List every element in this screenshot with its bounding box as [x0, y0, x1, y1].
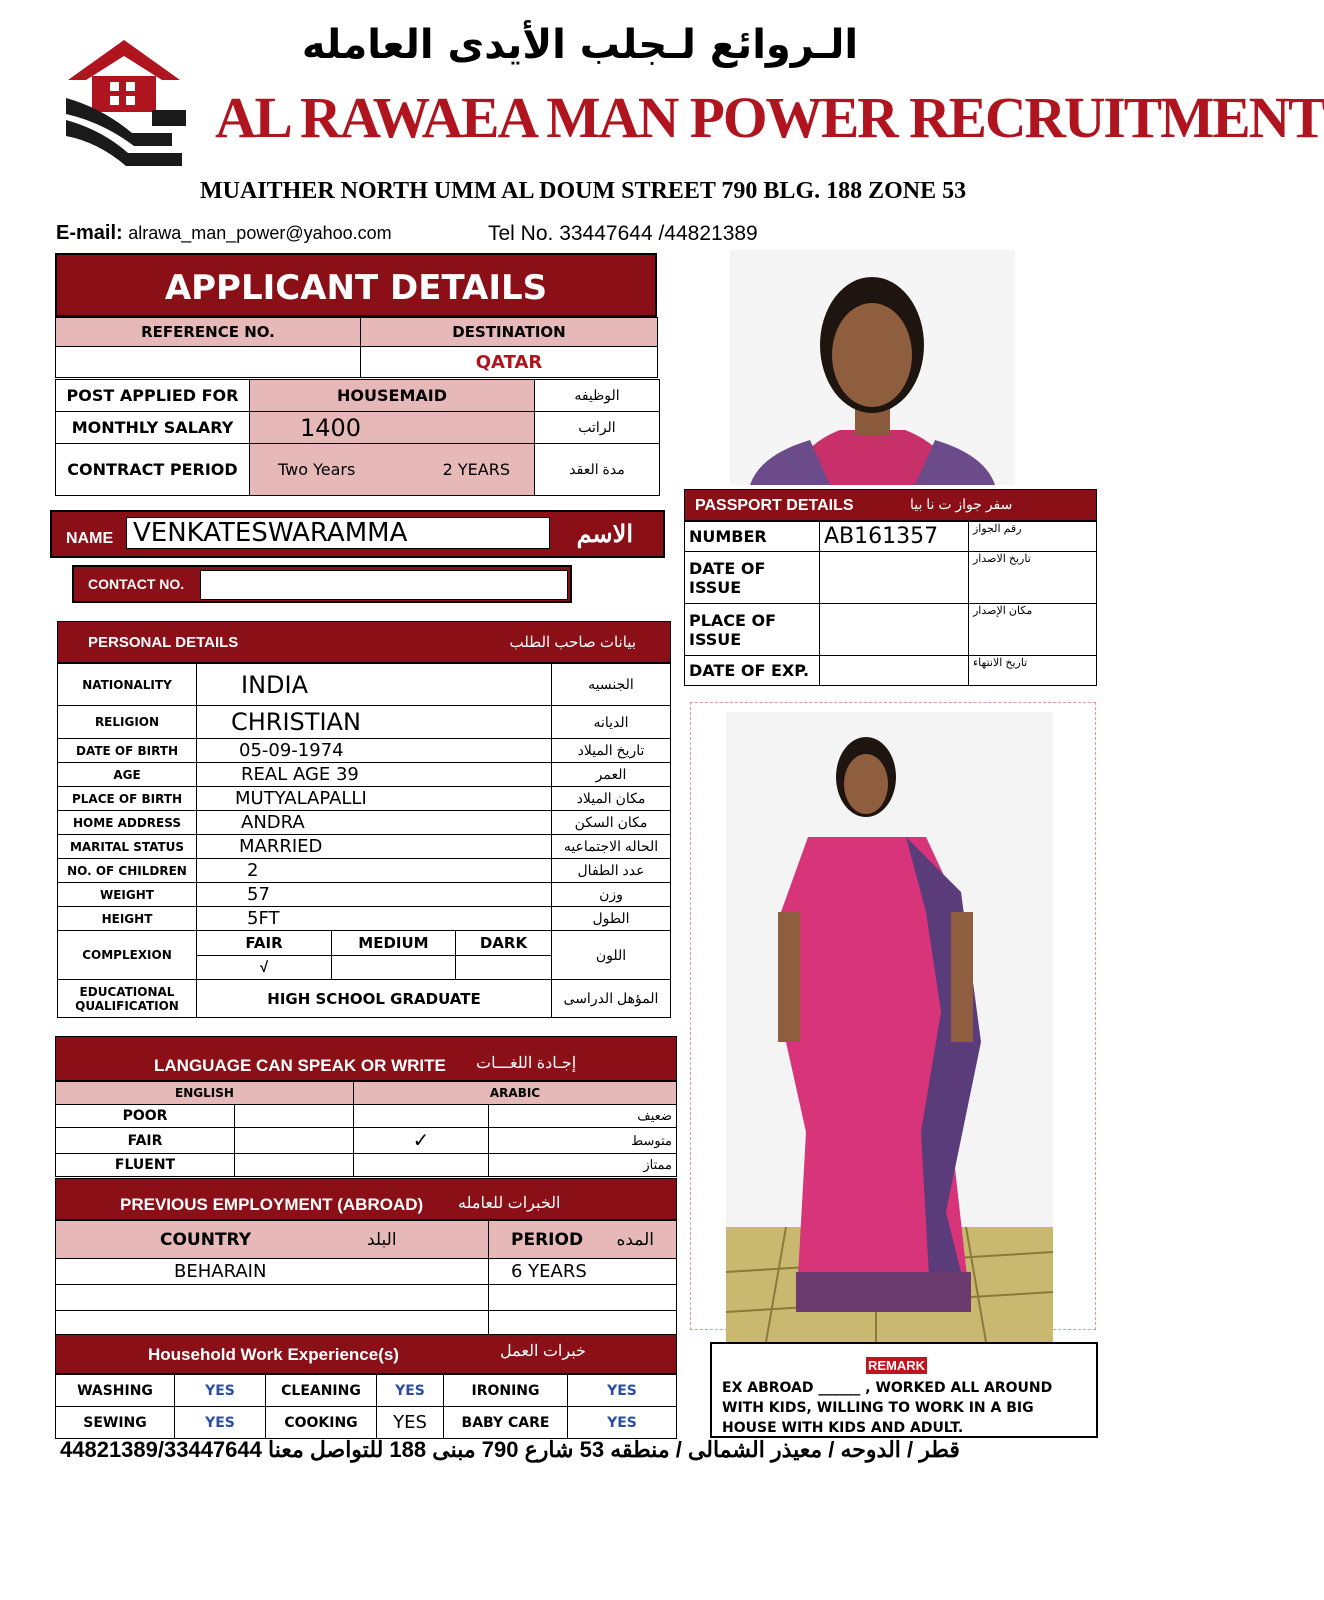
employment-period-3 — [489, 1311, 677, 1337]
religion-label: RELIGION — [58, 706, 197, 739]
cooking-value: YES — [377, 1407, 444, 1439]
children-value: 2 — [197, 859, 552, 883]
washing-label: WASHING — [56, 1375, 175, 1407]
english-poor-mark — [235, 1105, 354, 1128]
period-arabic: المده — [616, 1229, 654, 1250]
applicant-details-title: APPLICANT DETAILS — [55, 253, 657, 317]
baby-care-value: YES — [568, 1407, 677, 1439]
contact-bar — [72, 565, 572, 603]
household-table — [55, 1374, 677, 1439]
complexion-dark: DARK — [455, 931, 551, 955]
arabic-fluent: ممتاز — [489, 1154, 677, 1177]
employment-country-1: BEHARAIN — [56, 1259, 489, 1285]
name-arabic: الاسم — [576, 521, 633, 548]
company-logo — [62, 38, 187, 178]
employment-title: PREVIOUS EMPLOYMENT (ABROAD) — [120, 1195, 424, 1214]
complexion-dark-mark — [455, 955, 551, 979]
english-header: ENGLISH — [56, 1082, 354, 1105]
passport-title-arabic: سفر جواز ت نا بيا — [910, 496, 1013, 512]
age-arabic: العمر — [552, 763, 671, 787]
washing-value: YES — [175, 1375, 266, 1407]
contract-arabic: مدة العقد — [535, 444, 660, 496]
language-header — [55, 1036, 677, 1081]
arabic-poor-mark — [354, 1105, 489, 1128]
complexion-medium: MEDIUM — [332, 931, 456, 955]
language-table — [55, 1081, 677, 1177]
remark-text: EX ABROAD ______ , WORKED ALL AROUND WITH KIDS, WILLING TO WORK IN A BIG HOUSE WITH KIDS AND ADULT. — [722, 1380, 1053, 1436]
post-table — [55, 379, 660, 496]
name-bar — [50, 510, 665, 558]
age-label: AGE — [58, 763, 197, 787]
destination-label: DESTINATION — [361, 318, 658, 347]
arabic-header: ARABIC — [354, 1082, 677, 1105]
remark-title: REMARK — [868, 1358, 926, 1373]
employment-table — [55, 1220, 677, 1337]
nationality-value: INDIA — [197, 664, 552, 706]
marital-status-arabic: الحاله الاجتماعيه — [552, 835, 671, 859]
name-label: NAME — [66, 530, 114, 547]
applicant-portrait-photo — [730, 250, 1015, 485]
telephone: Tel No. 33447644 /44821389 — [488, 222, 758, 245]
expiry-date-arabic: تاريخ الانتهاء — [969, 656, 1097, 686]
ironing-value: YES — [568, 1375, 677, 1407]
complexion-arabic: اللون — [552, 931, 671, 980]
salary-value: 1400 — [250, 412, 535, 444]
home-address-value: ANDRA — [197, 811, 552, 835]
period-header — [489, 1221, 677, 1259]
complexion-label: COMPLEXION — [58, 931, 197, 980]
cooking-label: COOKING — [266, 1407, 377, 1439]
place-of-birth-label: PLACE OF BIRTH — [58, 787, 197, 811]
arabic-company-name: الـروائع لـجلب الأيدى العامله — [301, 22, 859, 68]
employment-title-arabic: الخبرات للعامله — [458, 1195, 561, 1212]
nationality-label: NATIONALITY — [58, 664, 197, 706]
cleaning-value: YES — [377, 1375, 444, 1407]
sewing-label: SEWING — [56, 1407, 175, 1439]
age-value: REAL AGE 39 — [197, 763, 552, 787]
english-fluent-mark — [235, 1154, 354, 1177]
issue-place-label: PLACE OF ISSUE — [685, 604, 820, 656]
email-line — [56, 222, 392, 245]
issue-date-arabic: تاريخ الاصدار — [969, 552, 1097, 604]
baby-care-label: BABY CARE — [444, 1407, 568, 1439]
complexion-options — [197, 931, 552, 980]
height-arabic: الطول — [552, 907, 671, 931]
post-label: POST APPLIED FOR — [56, 380, 250, 412]
dob-arabic: تاريخ الميلاد — [552, 739, 671, 763]
destination-value: QATAR — [361, 347, 658, 378]
country-label: COUNTRY — [160, 1229, 252, 1250]
religion-arabic: الديانه — [552, 706, 671, 739]
employment-country-3 — [56, 1311, 489, 1337]
weight-value: 57 — [197, 883, 552, 907]
passport-header — [684, 489, 1097, 521]
contract-label: CONTRACT PERIOD — [56, 444, 250, 496]
contract-value — [250, 444, 535, 496]
contact-input[interactable] — [200, 570, 568, 600]
home-address-label: HOME ADDRESS — [58, 811, 197, 835]
complexion-fair: FAIR — [197, 931, 332, 955]
english-fair-mark — [235, 1128, 354, 1154]
language-title-arabic: إجـادة اللغـــات — [476, 1055, 577, 1072]
home-address-arabic: مكان السكن — [552, 811, 671, 835]
passport-number-label: NUMBER — [685, 522, 820, 552]
employment-period-1: 6 YEARS — [489, 1259, 677, 1285]
education-arabic: المؤهل الدراسى — [552, 980, 671, 1018]
expiry-date-value — [820, 656, 969, 686]
name-value: VENKATESWARAMMA — [126, 517, 550, 549]
height-value: 5FT — [197, 907, 552, 931]
country-arabic: البلد — [366, 1229, 397, 1250]
english-poor: POOR — [56, 1105, 235, 1128]
employment-header — [55, 1178, 677, 1220]
complexion-medium-mark — [332, 955, 456, 979]
contract-value-numeric: 2 YEARS — [442, 460, 510, 479]
personal-details-arabic: بيانات صاحب الطلب — [509, 634, 636, 651]
household-title: Household Work Experience(s) — [148, 1345, 399, 1364]
reference-value — [56, 347, 361, 378]
passport-title: PASSPORT DETAILS — [695, 497, 854, 514]
arabic-fair-check-icon: ✓ — [354, 1128, 489, 1154]
sewing-value: YES — [175, 1407, 266, 1439]
personal-details-header — [57, 621, 671, 663]
education-value: HIGH SCHOOL GRADUATE — [197, 980, 552, 1018]
personal-details-table — [57, 663, 671, 1018]
contact-label: CONTACT NO. — [88, 576, 185, 592]
place-of-birth-arabic: مكان الميلاد — [552, 787, 671, 811]
children-label: NO. OF CHILDREN — [58, 859, 197, 883]
issue-date-label: DATE OF ISSUE — [685, 552, 820, 604]
period-label: PERIOD — [511, 1229, 584, 1250]
email-address[interactable]: alrawa_man_power@yahoo.com — [128, 223, 392, 243]
company-name: AL RAWAEA MAN POWER RECRUITMENT — [215, 85, 1324, 150]
employment-country-2 — [56, 1285, 489, 1311]
dob-value: 05-09-1974 — [197, 739, 552, 763]
post-arabic: الوظيفه — [535, 380, 660, 412]
arabic-fluent-mark — [354, 1154, 489, 1177]
company-address: MUAITHER NORTH UMM AL DOUM STREET 790 BLG. 188 ZONE 53 — [200, 178, 967, 204]
passport-number-value: AB161357 — [820, 522, 969, 552]
children-arabic: عدد الطفال — [552, 859, 671, 883]
passport-number-arabic: رقم الجواز — [969, 522, 1097, 552]
ironing-label: IRONING — [444, 1375, 568, 1407]
applicant-full-photo — [726, 712, 1053, 1342]
education-label: EDUCATIONAL QUALIFICATION — [58, 980, 197, 1018]
contract-value-words: Two Years — [278, 460, 356, 479]
english-fair: FAIR — [56, 1128, 235, 1154]
salary-arabic: الراتب — [535, 412, 660, 444]
personal-details-title: PERSONAL DETAILS — [88, 634, 239, 651]
weight-label: WEIGHT — [58, 883, 197, 907]
issue-place-arabic: مكان الإصدار — [969, 604, 1097, 656]
employment-period-2 — [489, 1285, 677, 1311]
remark-box — [710, 1342, 1098, 1438]
household-title-arabic: خبرات العمل — [500, 1343, 586, 1360]
expiry-date-label: DATE OF EXP. — [685, 656, 820, 686]
footer-contact: قطر / الدوحه / معيذر الشمالى / منطقه 53 شارع 790 مبنى 188 للتواصل معنا 44821389/33447644 — [60, 1437, 960, 1462]
salary-label: MONTHLY SALARY — [56, 412, 250, 444]
height-label: HEIGHT — [58, 907, 197, 931]
weight-arabic: وزن — [552, 883, 671, 907]
english-fluent: FLUENT — [56, 1154, 235, 1177]
passport-table — [684, 521, 1097, 686]
reference-label: REFERENCE NO. — [56, 318, 361, 347]
email-label: E-mail: — [56, 222, 123, 244]
place-of-birth-value: MUTYALAPALLI — [197, 787, 552, 811]
religion-value: CHRISTIAN — [197, 706, 552, 739]
marital-status-value: MARRIED — [197, 835, 552, 859]
country-header — [56, 1221, 489, 1259]
cleaning-label: CLEANING — [266, 1375, 377, 1407]
issue-date-value — [820, 552, 969, 604]
dob-label: DATE OF BIRTH — [58, 739, 197, 763]
post-value: HOUSEMAID — [250, 380, 535, 412]
complexion-fair-mark: √ — [197, 955, 332, 979]
issue-place-value — [820, 604, 969, 656]
nationality-arabic: الجنسيه — [552, 664, 671, 706]
reference-table — [55, 317, 658, 378]
arabic-poor: ضعيف — [489, 1105, 677, 1128]
arabic-fair: متوسط — [489, 1128, 677, 1154]
marital-status-label: MARITAL STATUS — [58, 835, 197, 859]
language-title: LANGUAGE CAN SPEAK OR WRITE — [154, 1056, 446, 1075]
household-header — [55, 1334, 677, 1374]
